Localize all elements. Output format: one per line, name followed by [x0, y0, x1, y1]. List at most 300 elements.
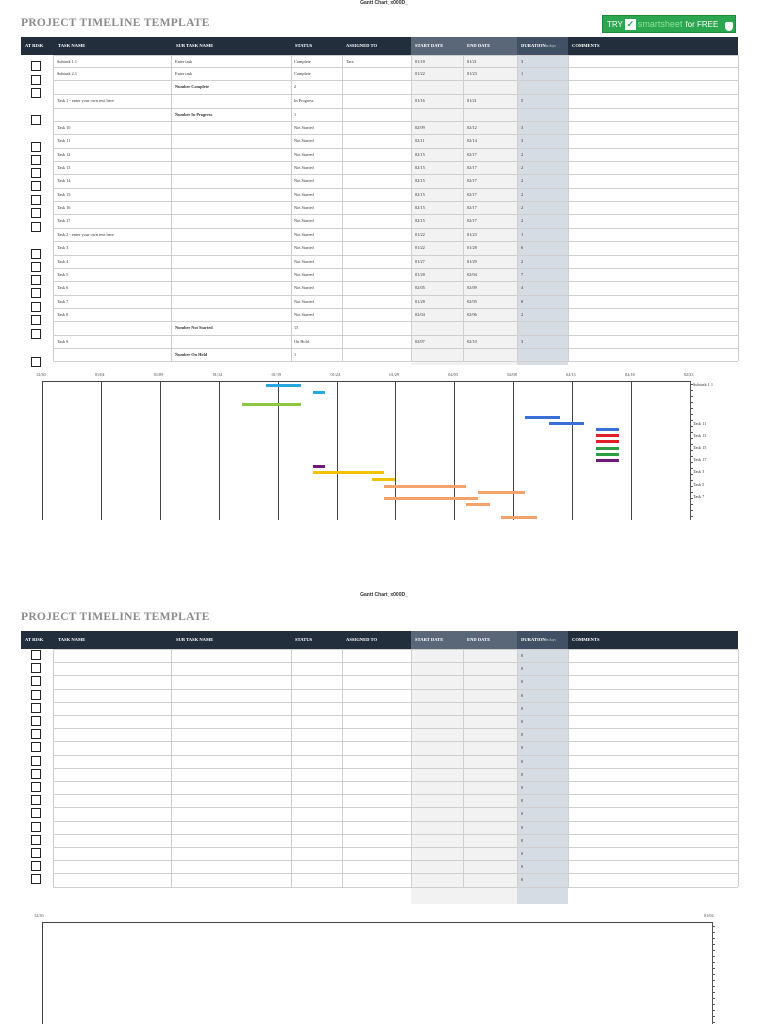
y-axis-tick	[690, 426, 693, 427]
table-row	[53, 873, 738, 886]
cell-end: 02/17	[467, 218, 477, 223]
cell-duration: 3	[521, 138, 524, 143]
cell-end: 02/14	[467, 138, 477, 143]
cell-duration: 2	[521, 165, 524, 170]
at-risk-checkbox[interactable]	[31, 808, 41, 818]
table-row	[53, 781, 738, 794]
cell-status: Not Started	[294, 312, 314, 317]
cell-end: 02/04	[467, 272, 477, 277]
header-duration	[517, 37, 568, 55]
cell-status: Not Started	[294, 178, 314, 183]
cell-start: 01/22	[415, 245, 425, 250]
y-axis-tick	[712, 938, 715, 939]
y-axis-tick	[712, 974, 715, 975]
at-risk-checkbox[interactable]	[31, 275, 41, 285]
x-tick-label: 12/30	[34, 913, 44, 918]
gantt-bar	[313, 391, 325, 394]
header-duration	[517, 631, 568, 649]
gantt-bar	[478, 491, 525, 494]
y-axis-tick	[690, 396, 693, 397]
cell-duration: 6	[521, 245, 524, 250]
at-risk-checkbox[interactable]	[31, 208, 41, 218]
cell-task: Task 4	[57, 259, 69, 264]
x-tick-label: 01/19	[271, 372, 282, 377]
cell-status: Not Started	[294, 152, 314, 157]
document-caption-page-2: Gantt Chart_x000D_	[360, 592, 408, 598]
gantt-bar	[384, 485, 467, 488]
y-axis-tick	[712, 1022, 715, 1023]
y-axis-tick	[712, 932, 715, 933]
y-axis-tick	[690, 402, 693, 403]
cell-duration: 0	[521, 785, 524, 790]
cell-start: 02/15	[415, 178, 425, 183]
table-row	[53, 228, 738, 241]
header-task-name: TASK NAME	[58, 637, 86, 642]
cell-task: Task 9	[57, 339, 69, 344]
at-risk-checkbox[interactable]	[31, 142, 41, 152]
cell-status: 1	[294, 112, 297, 117]
header-assigned-to: ASSIGNED TO	[346, 637, 378, 642]
gantt-bar	[466, 503, 490, 506]
cell-duration: 0	[521, 706, 524, 711]
cell-status: Not Started	[294, 259, 314, 264]
at-risk-checkbox[interactable]	[31, 357, 41, 367]
header-status: STATUS	[295, 637, 313, 642]
cell-task: Task 1 - enter your own text here	[57, 98, 114, 103]
y-axis-tick	[690, 492, 693, 493]
cell-duration: 0	[521, 864, 524, 869]
table-row	[53, 308, 738, 321]
header-task-name: TASK NAME	[58, 43, 86, 48]
row-divider	[53, 887, 738, 888]
y-axis-label: Task 7	[693, 494, 705, 499]
at-risk-checkbox[interactable]	[31, 115, 41, 125]
cell-duration: 0	[521, 838, 524, 843]
x-axis	[42, 381, 690, 382]
at-risk-checkbox[interactable]	[31, 782, 41, 792]
at-risk-checkbox[interactable]	[31, 835, 41, 845]
table-row	[53, 161, 738, 174]
cell-duration: 5	[521, 98, 524, 103]
y-axis-tick	[712, 980, 715, 981]
y-axis-tick	[690, 474, 693, 475]
y-axis-tick	[690, 438, 693, 439]
header-comments: COMMENTS	[572, 43, 600, 48]
cell-duration: 0	[521, 732, 524, 737]
cell-subtask: Enter task	[175, 71, 193, 76]
table-row	[53, 715, 738, 728]
cell-duration: 2	[521, 178, 524, 183]
at-risk-checkbox[interactable]	[31, 795, 41, 805]
at-risk-checkbox[interactable]	[31, 716, 41, 726]
table-row	[53, 794, 738, 807]
at-risk-checkbox[interactable]	[31, 61, 41, 71]
gantt-bar	[384, 497, 478, 500]
header-assigned-to: ASSIGNED TO	[346, 43, 378, 48]
row-divider	[53, 361, 738, 362]
header-subtask-name: SUB TASK NAME	[176, 43, 214, 48]
x-tick-label: 01/14	[212, 372, 223, 377]
y-axis-tick	[712, 926, 715, 927]
cell-task: Subtask 1.1	[57, 59, 78, 64]
table-row	[53, 80, 738, 94]
gridline	[337, 381, 338, 520]
x-tick-label: 02/03	[448, 372, 458, 377]
table-row	[53, 174, 738, 188]
cell-duration: 0	[521, 825, 524, 830]
cell-duration: 0	[521, 759, 524, 764]
header-subtask-name: SUB TASK NAME	[176, 637, 214, 642]
at-risk-checkbox[interactable]	[31, 861, 41, 871]
gantt-bar	[501, 516, 536, 519]
gantt-bar	[372, 478, 396, 481]
cell-start: 02/15	[415, 192, 425, 197]
cell-task: Task 14	[57, 178, 71, 183]
table-row	[53, 67, 738, 80]
cell-task: Task 2 - enter your own text here	[57, 232, 114, 237]
cell-duration: 7	[521, 272, 524, 277]
table-row	[53, 148, 738, 161]
at-risk-checkbox[interactable]	[31, 650, 41, 660]
cell-task: Task 15	[57, 192, 71, 197]
y-axis-label: Task 17	[693, 457, 707, 462]
x-tick-label: 01/09	[153, 372, 164, 377]
y-axis-tick	[690, 480, 693, 481]
at-risk-checkbox[interactable]	[31, 181, 41, 191]
at-risk-checkbox[interactable]	[31, 676, 41, 686]
cell-task: Task 12	[57, 152, 71, 157]
at-risk-checkbox[interactable]	[31, 315, 41, 325]
cell-start: 01/28	[415, 272, 425, 277]
at-risk-checkbox[interactable]	[31, 874, 41, 884]
at-risk-checkbox[interactable]	[31, 249, 41, 259]
cell-end: 01/29	[467, 259, 477, 264]
cell-status: Not Started	[294, 192, 314, 197]
cell-start: 02/07	[415, 339, 425, 344]
y-axis-tick	[690, 462, 693, 463]
cell-duration: 0	[521, 719, 524, 724]
at-risk-checkbox[interactable]	[31, 756, 41, 766]
at-risk-checkbox[interactable]	[31, 168, 41, 178]
y-axis-tick	[712, 962, 715, 963]
y-axis-tick	[690, 414, 693, 415]
x-tick-label: 01/29	[389, 372, 399, 377]
at-risk-checkbox[interactable]	[31, 75, 41, 85]
gantt-bar	[549, 422, 584, 425]
cell-duration: 2	[521, 152, 524, 157]
cell-start: 02/15	[415, 218, 425, 223]
x-tick-label: 02/18	[625, 372, 635, 377]
cell-status: Complete	[294, 59, 311, 64]
gantt-bar	[596, 428, 620, 431]
cell-task: Task 3	[57, 245, 69, 250]
cell-end: 02/17	[467, 152, 477, 157]
y-axis-tick	[712, 1016, 715, 1017]
y-axis-label: Task 13	[693, 433, 707, 438]
gantt-bar	[596, 453, 620, 456]
cell-status: Complete	[294, 71, 311, 76]
table-row	[53, 214, 738, 228]
gantt-bar	[596, 434, 620, 437]
x-tick-label: 02/23	[683, 372, 694, 377]
cell-subtask: Number Complete	[175, 84, 209, 89]
table-row	[53, 241, 738, 255]
table-row	[53, 662, 738, 675]
gantt-bar	[313, 471, 384, 474]
cell-end: 01/23	[467, 232, 477, 237]
at-risk-checkbox[interactable]	[31, 729, 41, 739]
table-row	[53, 821, 738, 834]
cell-start: 01/28	[415, 299, 425, 304]
y-axis-label: Task 15	[693, 445, 707, 450]
cell-end: 02/17	[467, 165, 477, 170]
cell-duration: 0	[521, 693, 524, 698]
y-axis-tick	[690, 450, 693, 451]
cell-start: 02/15	[415, 165, 425, 170]
cell-start: 01/22	[415, 232, 425, 237]
promo-brand-label: smartsheet	[637, 19, 683, 29]
page-title: PROJECT TIMELINE TEMPLATE	[21, 17, 210, 29]
y-axis-tick	[712, 956, 715, 957]
cell-task: Task 5	[57, 272, 69, 277]
cell-status: Not Started	[294, 245, 314, 250]
column-divider	[738, 649, 739, 887]
table-row	[53, 255, 738, 268]
at-risk-checkbox[interactable]	[31, 742, 41, 752]
at-risk-checkbox[interactable]	[31, 848, 41, 858]
cell-start: 02/15	[415, 205, 425, 210]
cell-status: Not Started	[294, 125, 314, 130]
cell-task: Task 10	[57, 125, 71, 130]
table-row	[53, 847, 738, 860]
y-axis-tick	[690, 504, 693, 505]
table-row	[53, 834, 738, 847]
cell-duration: 8	[521, 299, 524, 304]
cell-start: 01/27	[415, 259, 425, 264]
table-row	[53, 201, 738, 214]
y-axis-tick	[690, 390, 693, 391]
table-row	[53, 335, 738, 348]
promo-try-label: TRY	[607, 19, 623, 29]
cell-status: 2	[294, 84, 297, 89]
cell-duration: 0	[521, 798, 524, 803]
table-row	[53, 728, 738, 741]
y-axis-tick	[690, 408, 693, 409]
cell-end: 01/21	[467, 59, 477, 64]
at-risk-checkbox[interactable]	[31, 88, 41, 98]
document-caption: Gantt Chart_x000D_	[360, 0, 408, 6]
table-row	[53, 675, 738, 688]
cell-duration: 0	[521, 877, 524, 882]
gridline	[572, 381, 573, 520]
hand-cursor-icon	[725, 22, 733, 31]
cell-task: Subtask 2.1	[57, 71, 78, 76]
y-axis-tick	[712, 992, 715, 993]
at-risk-checkbox[interactable]	[31, 663, 41, 673]
cell-status: Not Started	[294, 285, 314, 290]
at-risk-checkbox[interactable]	[31, 195, 41, 205]
cell-duration: 4	[521, 285, 524, 290]
cell-task: Task 13	[57, 165, 71, 170]
gridline	[219, 381, 220, 520]
cell-end: 01/21	[467, 98, 477, 103]
gridline	[278, 381, 279, 520]
at-risk-checkbox[interactable]	[31, 222, 41, 232]
header-comments: COMMENTS	[572, 637, 600, 642]
cell-duration: 0	[521, 851, 524, 856]
y-axis-tick	[712, 950, 715, 951]
y-axis-label: Task 3	[693, 469, 705, 474]
cell-status: In Progress	[294, 98, 314, 103]
table-row	[53, 94, 738, 108]
y-axis-tick	[712, 986, 715, 987]
at-risk-checkbox[interactable]	[31, 262, 41, 272]
table-row	[53, 702, 738, 715]
y-axis-label: Task 11	[693, 421, 707, 426]
page-title-page-2: PROJECT TIMELINE TEMPLATE	[21, 611, 210, 623]
header-duration-unit: in days	[545, 638, 556, 642]
cell-subtask: Number In Progress	[175, 112, 213, 117]
y-axis-tick	[712, 1004, 715, 1005]
table-row	[53, 348, 738, 361]
at-risk-checkbox[interactable]	[31, 288, 41, 298]
y-axis-tick	[712, 998, 715, 999]
gantt-bar	[596, 459, 620, 462]
gantt-bar	[313, 465, 325, 468]
cell-status: 1	[294, 352, 297, 357]
y-axis-tick	[690, 516, 693, 517]
table-row	[53, 268, 738, 281]
cell-duration: 0	[521, 811, 524, 816]
cell-end: 01/28	[467, 245, 477, 250]
promo-free-label: for FREE	[685, 19, 719, 29]
cell-start: 02/11	[415, 138, 425, 143]
cell-duration: 0	[521, 772, 524, 777]
cell-status: Not Started	[294, 165, 314, 170]
table-row	[53, 321, 738, 335]
x-axis	[42, 922, 712, 923]
table-row	[53, 108, 738, 121]
cell-end: 02/17	[467, 205, 477, 210]
x-tick-label: 01/24	[330, 372, 341, 377]
cell-status: Not Started	[294, 232, 314, 237]
y-axis-label: Subtask 1.1	[693, 382, 714, 387]
cell-end: 02/10	[467, 339, 477, 344]
cell-status: Not Started	[294, 138, 314, 143]
header-at-risk: AT RISK	[25, 637, 44, 642]
at-risk-checkbox[interactable]	[31, 302, 41, 312]
cell-assigned: Tara	[346, 59, 354, 64]
gridline	[101, 381, 102, 520]
gridline	[42, 381, 43, 520]
cell-duration: 3	[521, 125, 524, 130]
cell-end: 02/05	[467, 299, 477, 304]
cell-end: 02/12	[467, 125, 477, 130]
table-row	[53, 860, 738, 873]
cell-duration: 1	[521, 71, 524, 76]
table-header	[21, 37, 738, 55]
table-row	[53, 188, 738, 201]
header-end-date: END DATE	[463, 37, 517, 55]
gantt-bar	[266, 384, 301, 387]
x-tick-label: 01/04	[704, 913, 714, 918]
y-axis-tick	[712, 1010, 715, 1011]
y-axis-label: Task 5	[693, 482, 705, 487]
check-icon: ✓	[626, 18, 635, 29]
cell-task: Task 7	[57, 299, 69, 304]
at-risk-checkbox[interactable]	[31, 769, 41, 779]
y-axis-tick	[712, 944, 715, 945]
y-axis-tick	[712, 968, 715, 969]
cell-end: 01/23	[467, 71, 477, 76]
table-row	[53, 689, 738, 702]
header-end-date: END DATE	[463, 631, 517, 649]
column-divider	[738, 55, 739, 361]
cell-status: Not Started	[294, 218, 314, 223]
gantt-bar	[596, 440, 620, 443]
x-tick-label: 02/13	[566, 372, 576, 377]
cell-duration: 0	[521, 745, 524, 750]
x-tick-label: 01/04	[94, 372, 105, 377]
table-row	[53, 281, 738, 295]
at-risk-checkbox[interactable]	[31, 690, 41, 700]
cell-task: Task 6	[57, 285, 69, 290]
table-row	[53, 295, 738, 308]
gantt-bar	[242, 403, 301, 406]
y-axis-tick	[690, 510, 693, 511]
cell-end: 02/17	[467, 178, 477, 183]
gridline	[160, 381, 161, 520]
cell-task: Task 16	[57, 205, 71, 210]
cell-duration: 3	[521, 59, 524, 64]
cell-task: Task 8	[57, 312, 69, 317]
cell-start: 02/05	[415, 285, 425, 290]
at-risk-checkbox[interactable]	[31, 822, 41, 832]
cell-start: 01/22	[415, 71, 425, 76]
cell-duration: 2	[521, 205, 524, 210]
gantt-bar	[525, 416, 560, 419]
table-row	[53, 649, 738, 662]
cell-status: 15	[294, 325, 299, 330]
header-at-risk: AT RISK	[25, 43, 44, 48]
cell-duration: 2	[521, 192, 524, 197]
cell-duration: 3	[521, 339, 524, 344]
cell-status: Not Started	[294, 205, 314, 210]
try-smartsheet-button[interactable]	[602, 15, 736, 33]
at-risk-checkbox[interactable]	[31, 155, 41, 165]
header-duration-unit: in days	[545, 44, 556, 48]
cell-status: Not Started	[294, 272, 314, 277]
header-duration-label: DURATION	[521, 43, 546, 48]
cell-duration: 2	[521, 218, 524, 223]
header-status: STATUS	[295, 43, 313, 48]
cell-duration: 0	[521, 666, 524, 671]
gridline	[513, 381, 514, 520]
cell-start: 02/09	[415, 125, 425, 130]
table-row	[53, 55, 738, 67]
gridline	[631, 381, 632, 520]
header-duration-label: DURATION	[521, 637, 546, 642]
cell-start: 01/18	[415, 59, 425, 64]
table-row	[53, 768, 738, 781]
table-row	[53, 121, 738, 134]
cell-duration: 2	[521, 312, 524, 317]
header-start-date: START DATE	[411, 631, 463, 649]
at-risk-checkbox[interactable]	[31, 703, 41, 713]
cell-end: 02/09	[467, 285, 477, 290]
at-risk-checkbox[interactable]	[31, 329, 41, 339]
gantt-bar	[596, 447, 620, 450]
